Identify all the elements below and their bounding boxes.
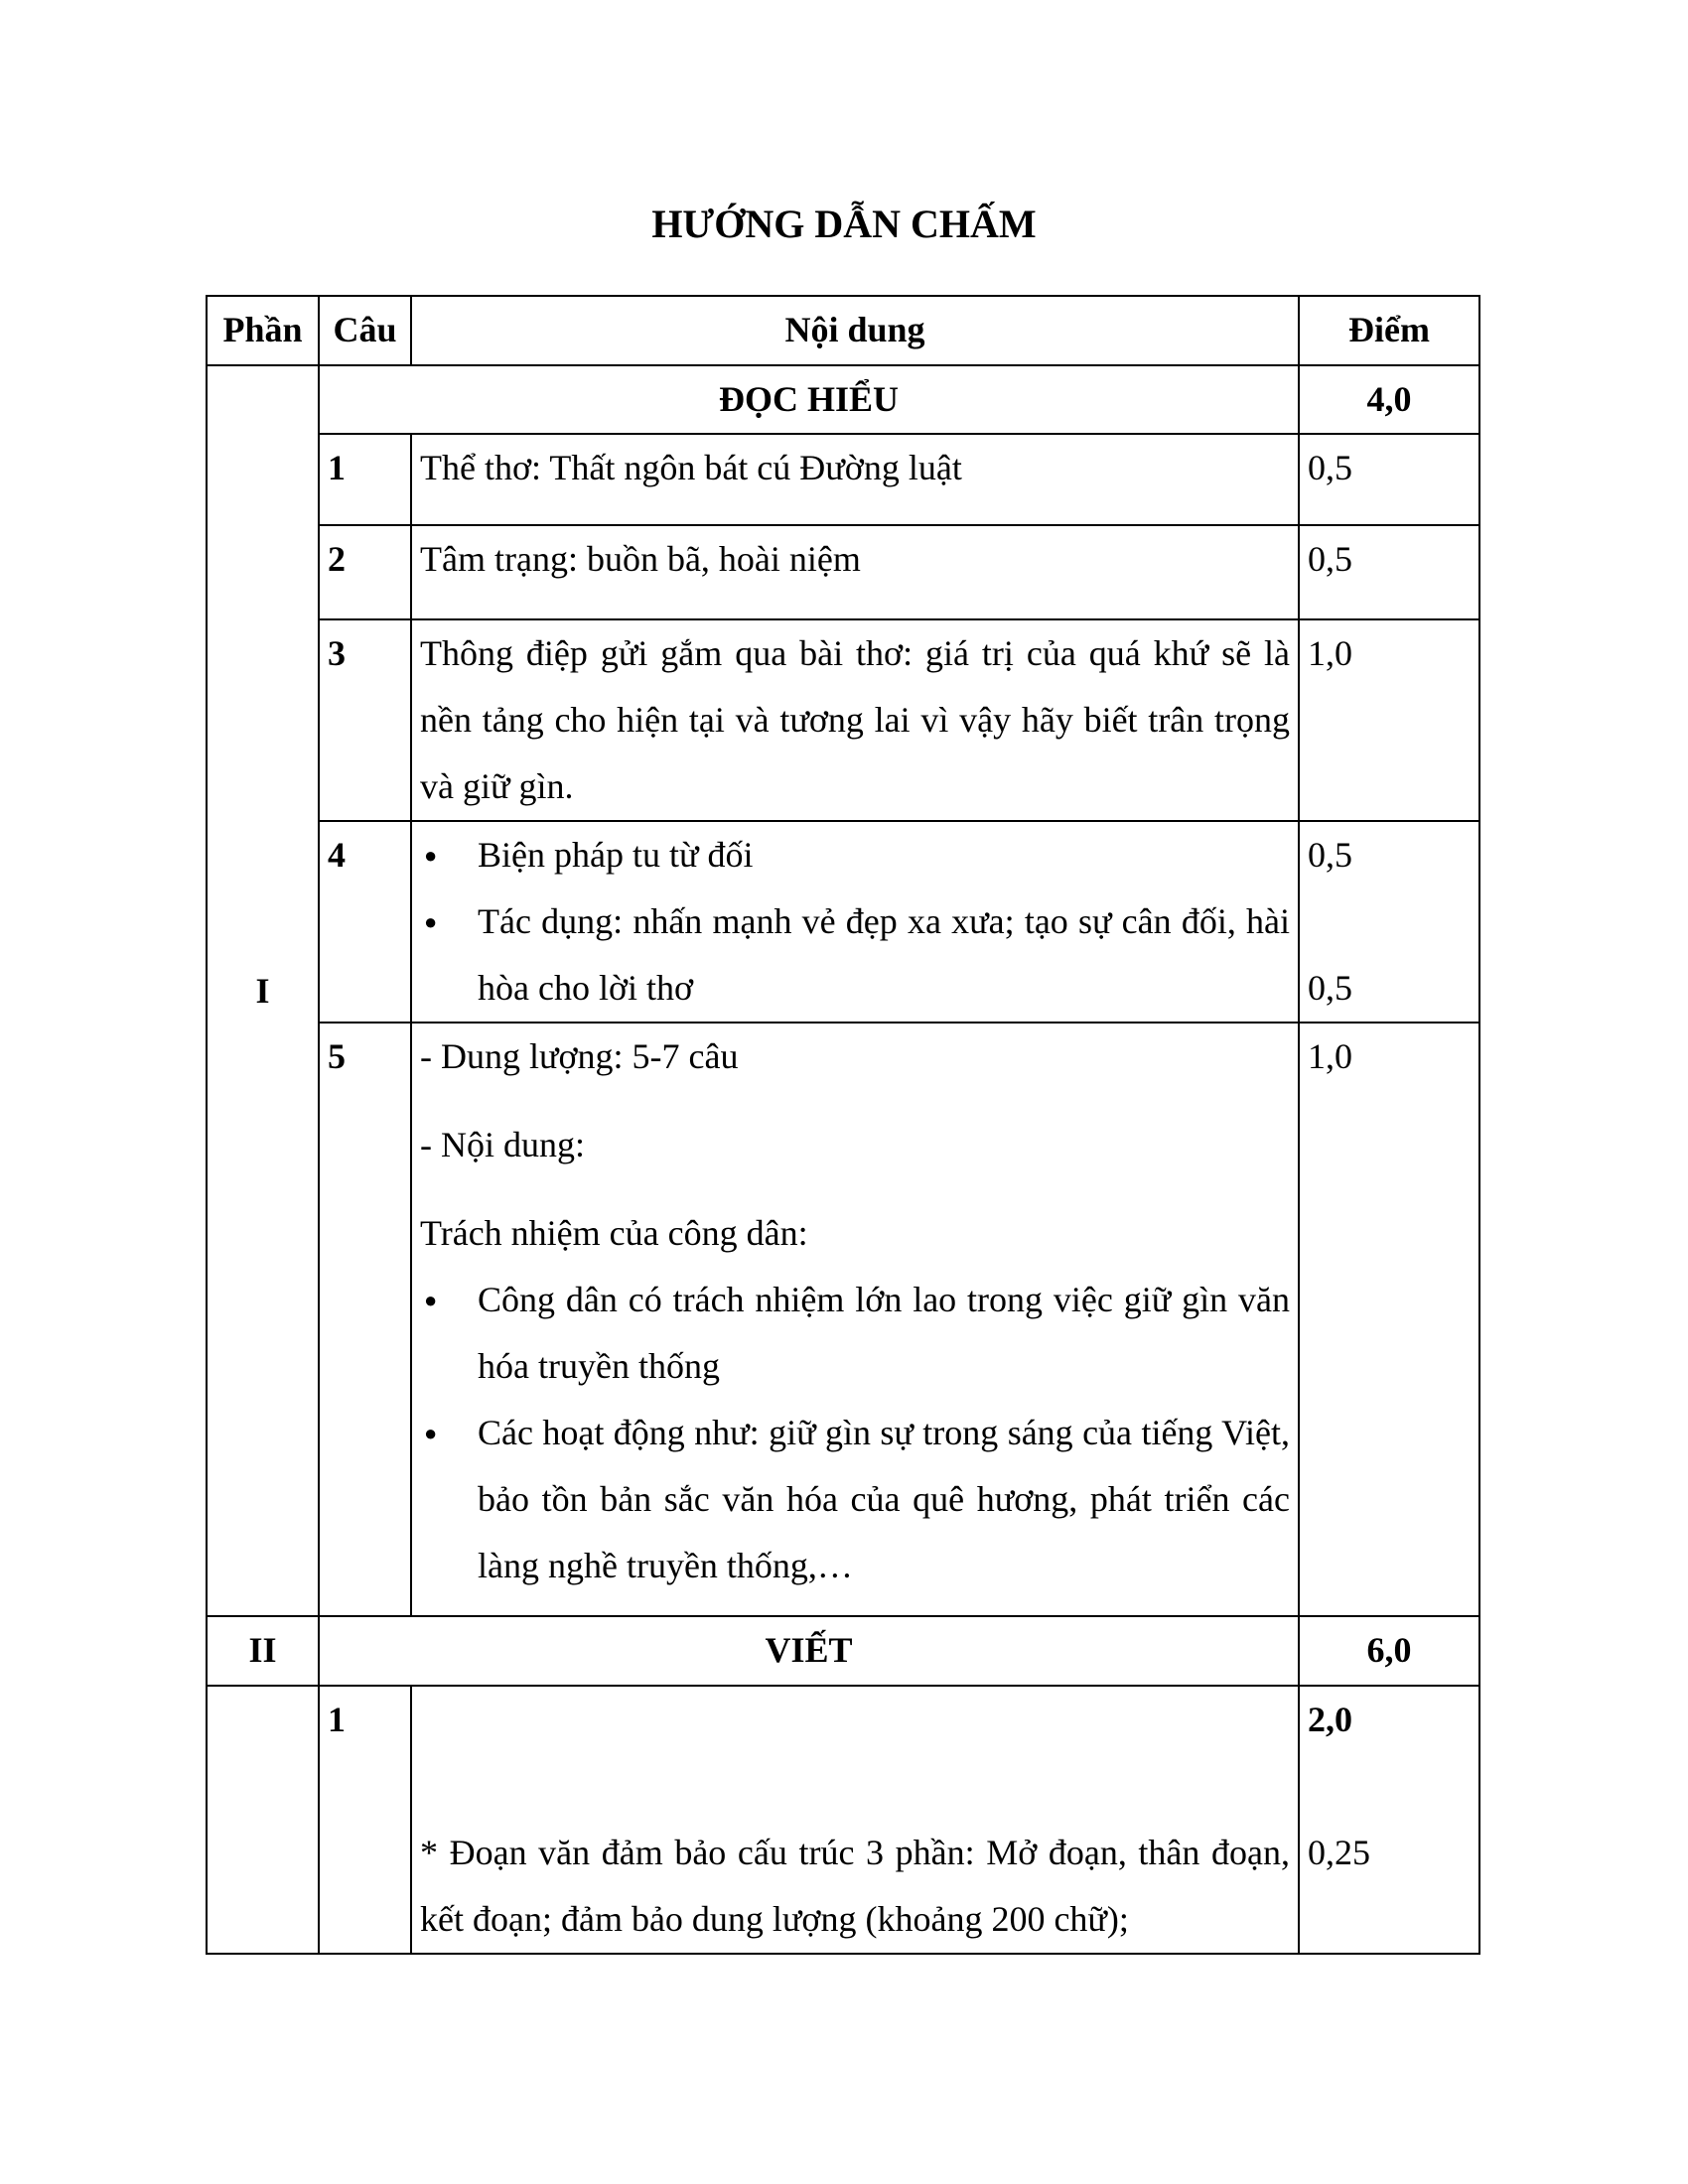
answer-score: 1,0 — [1299, 619, 1479, 821]
answer-line: - Nội dung: — [420, 1125, 585, 1164]
table-header-row — [207, 296, 1479, 365]
answer-score — [1299, 821, 1479, 1023]
bullet-list — [420, 1267, 1290, 1599]
header-part: Phần — [207, 296, 319, 365]
score-value: 0,25 — [1308, 1833, 1370, 1872]
question-number: 5 — [319, 1023, 411, 1616]
question-number: 1 — [319, 434, 411, 525]
part-cell-2: II — [207, 1616, 319, 1686]
table-row — [207, 1686, 1479, 1954]
header-question: Câu — [319, 296, 411, 365]
table-row — [207, 1023, 1479, 1616]
part-cell-1: I — [207, 365, 319, 1616]
score-value: 0,5 — [1308, 968, 1352, 1008]
answer-content — [411, 1023, 1299, 1616]
list-item: ● Tác dụng: nhấn mạnh vẻ đẹp xa xưa; tạo sự cân đối, hài hòa cho lời thơ — [420, 888, 1290, 1022]
table-row — [207, 821, 1479, 1023]
list-item: ● Biện pháp tu từ đối — [420, 822, 1290, 888]
header-score: Điểm — [1299, 296, 1479, 365]
answer-text: * Đoạn văn đảm bảo cấu trúc 3 phần: Mở đoạn, thân đoạn, kết đoạn; đảm bảo dung lượng (khoảng 200 chữ); — [420, 1833, 1290, 1939]
table-row — [207, 434, 1479, 525]
section-title-reading: ĐỌC HIỂU — [319, 365, 1299, 434]
answer-content — [411, 821, 1299, 1023]
score-value: 0,5 — [1308, 835, 1352, 875]
answer-text: Tâm trạng: buồn bã, hoài niệm — [411, 525, 1299, 619]
table-row — [207, 525, 1479, 619]
answer-score — [1299, 1686, 1479, 1954]
page-title: HƯỚNG DẪN CHẤM — [651, 202, 1037, 246]
answer-text: Thể thơ: Thất ngôn bát cú Đường luật — [411, 434, 1299, 525]
answer-score: 1,0 — [1299, 1023, 1479, 1616]
table-row — [207, 619, 1479, 821]
question-number: 3 — [319, 619, 411, 821]
section-score-reading: 4,0 — [1299, 365, 1479, 434]
bullet-list — [420, 822, 1290, 1022]
list-item: ● Các hoạt động như: giữ gìn sự trong sáng của tiếng Việt, bảo tồn bản sắc văn hóa của quê hương, phát triển các làng nghề truyền thống,… — [420, 1400, 1290, 1599]
section-score-writing: 6,0 — [1299, 1616, 1479, 1686]
question-number: 1 — [319, 1686, 411, 1954]
answer-score: 0,5 — [1299, 434, 1479, 525]
header-content: Nội dung — [411, 296, 1299, 365]
question-number: 2 — [319, 525, 411, 619]
answer-text: Thông điệp gửi gắm qua bài thơ: giá trị của quá khứ sẽ là nền tảng cho hiện tại và tương lai vì vậy hãy biết trân trọng và giữ gìn. — [411, 619, 1299, 821]
section-row-reading — [207, 365, 1479, 434]
answer-line: - Dung lượng: 5-7 câu — [420, 1036, 739, 1076]
part-cell-empty — [207, 1686, 319, 1954]
section-row-writing — [207, 1616, 1479, 1686]
answer-score: 0,5 — [1299, 525, 1479, 619]
question-number: 4 — [319, 821, 411, 1023]
score-value: 2,0 — [1308, 1700, 1352, 1739]
answer-line: Trách nhiệm của công dân: — [420, 1213, 808, 1253]
answer-content — [411, 1686, 1299, 1954]
list-item: ● Công dân có trách nhiệm lớn lao trong việc giữ gìn văn hóa truyền thống — [420, 1267, 1290, 1400]
section-title-writing: VIẾT — [319, 1616, 1299, 1686]
grading-table — [206, 295, 1480, 1955]
